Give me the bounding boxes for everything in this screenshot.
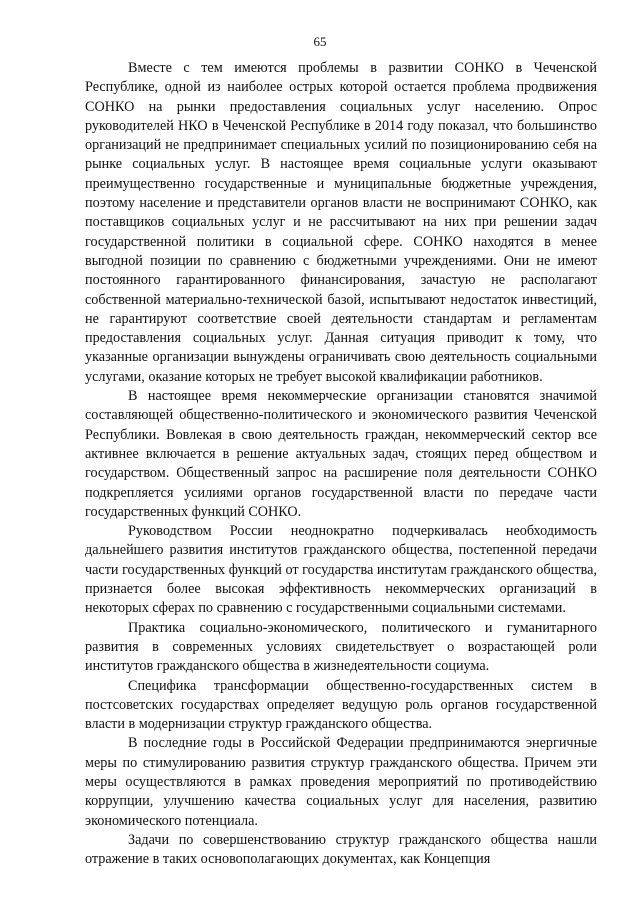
paragraph-1: Вместе с тем имеются проблемы в развитии СОНКО в Чеченской Республике, одной из наиболее острых которой остается проблема продвижения СОНКО на рынки предоставления социальных услуг населению. Опрос руководителей НКО в Чеченской Республике в 2014 году показал, что большинство организаций не предпринимает специальных усилий по позиционированию себя на рынке социальных услуг. В настоящее время социальные услуги оказывают преимущественно государственные и муниципальные бюджетные учреждения, поэтому население и представители органов власти не воспринимают СОНКО, как поставщиков социальных услуг и не рассчитывают на них при решении задач государственной политики в социальной сфере. СОНКО находятся в менее выгодной позиции по сравнению с бюджетными учреждениями. Они не имеют постоянного гарантированного финансирования, зачастую не располагают собственной материально-технической базой, испытывают недостаток инвестиций, не гарантируют соответствие своей деятельности стандартам и регламентам предоставления социальных услуг. Данная ситуация приводит к тому, что указанные организации вынуждены ограничивать свою деятельность социальными услугами, оказание которых не требует высокой квалификации работников. bbox=[85, 60, 597, 385]
paragraph-6: В последние годы в Российской Федерации предпринимаются энергичные меры по стимулированию развития структур гражданского общества. Причем эти меры осуществляются в рамках проведения мероприятий по противодействию коррупции, улучшению качества социальных услуг для населения, развитию экономического потенциала. bbox=[85, 735, 597, 829]
paragraph-7: Задачи по совершенствованию структур гражданского общества нашли отражение в таких основополагающих документах, как Концепция bbox=[85, 831, 597, 868]
paragraph-3: Руководством России неоднократно подчеркивалась необходимость дальнейшего развития институтов гражданского общества, постепенной передачи части государственных функций от государства институтам гражданского общества, признается более высокая эффективность некоммерческих организаций в некоторых сферах по сравнению с государственными социальными системами. bbox=[85, 523, 597, 617]
paragraph-5: Специфика трансформации общественно-государственных систем в постсоветских государствах определяет ведущую роль органов государственной власти в модернизации структур гражданского общества. bbox=[85, 677, 597, 733]
paragraph-2: В настоящее время некоммерческие организации становятся значимой составляющей общественно-политического и экономического развития Чеченской Республики. Вовлекая в свою деятельность граждан, некоммерческий сектор все активнее включается в решение актуальных задач, стоящих перед обществом и государством. Общественный запрос на расширение поля деятельности СОНКО подкрепляется усилиями органов государственной власти по передаче части государственных функций СОНКО. bbox=[85, 388, 597, 520]
text-body bbox=[85, 59, 597, 869]
page-number: 65 bbox=[313, 34, 327, 49]
paragraph-4: Практика социально-экономического, политического и гуманитарного развития в современных условиях свидетельствует о возрастающей роли институтов гражданского общества в жизнедеятельности социума. bbox=[85, 619, 597, 675]
